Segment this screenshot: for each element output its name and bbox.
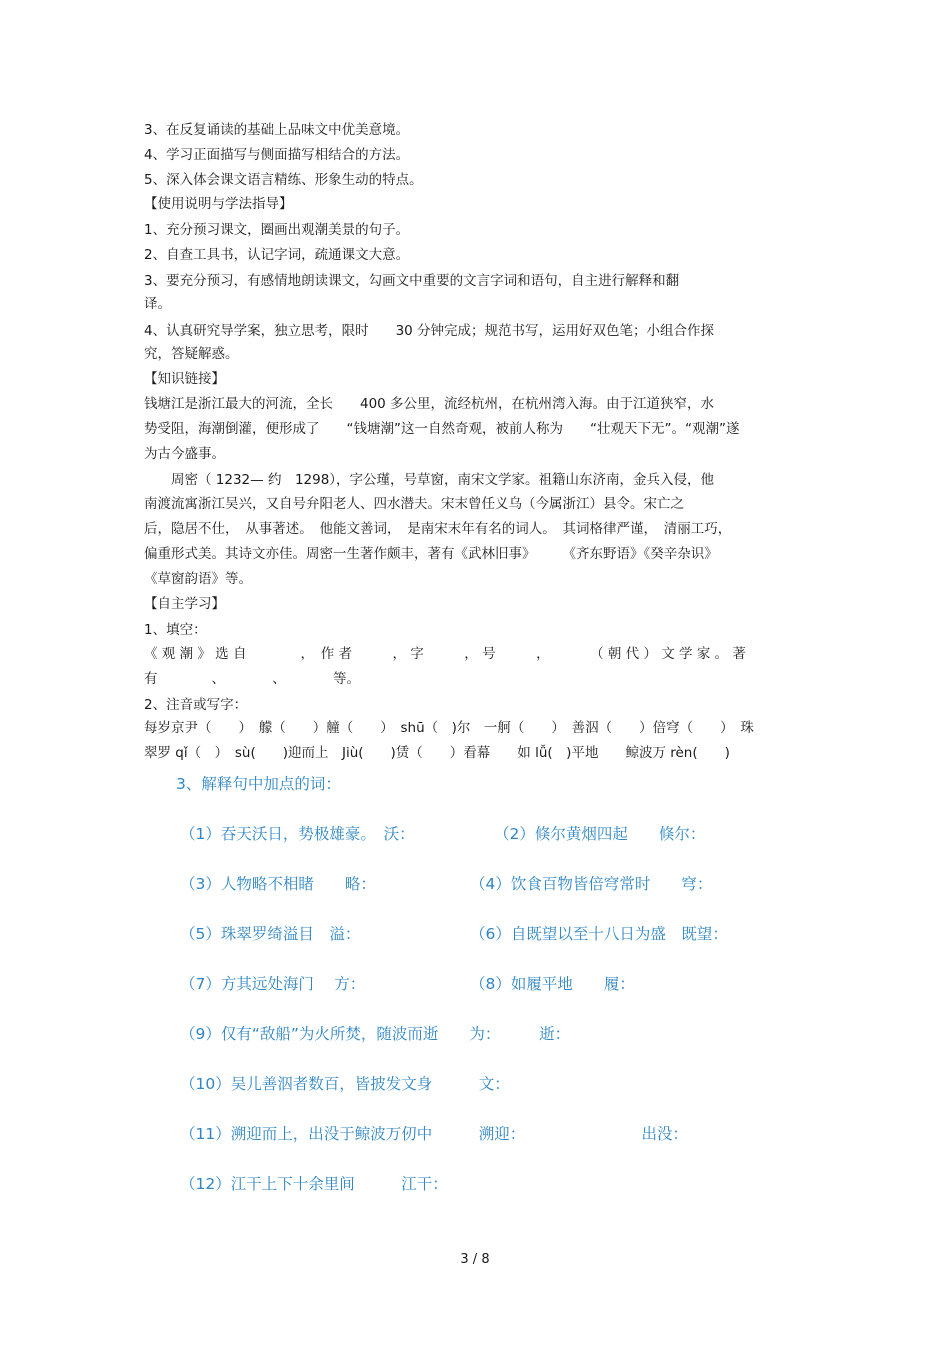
explain-item-1: （1）吞天沃日，势极雄豪。 沃： <box>180 825 415 843</box>
usage-item-2: 2、自查工具书，认记字词，疏通课文大意。 <box>144 247 410 263</box>
explain-item-7: （7）方其远处海门 方： <box>180 975 366 993</box>
fill-blank-line-2: 有 、 、 等。 <box>144 671 360 687</box>
knowledge-para-1-line-3: 为古今盛事。 <box>144 446 225 462</box>
explain-item-6: （6）自既望以至十八日为盛 既望： <box>470 925 728 943</box>
explain-item-3: （3）人物略不相睹 略： <box>180 875 376 893</box>
explain-item-9: （9）仅有“敌船”为火所焚，随波而逝 为： 逝： <box>180 1025 571 1043</box>
usage-item-4: 4、认真研究导学案，独立思考，限时 30 分钟完成；规范书写，运用好双色笔；小组合作探 <box>144 323 715 339</box>
explain-item-12: （12）江干上下十余里间 江干： <box>180 1175 448 1193</box>
usage-item-4-cont: 究，答疑解惑。 <box>144 346 239 362</box>
fill-blank-heading: 1、填空： <box>144 622 207 638</box>
section-heading-usage: 【使用说明与学法指导】 <box>144 196 293 212</box>
pinyin-heading: 2、注音或写字： <box>144 697 248 713</box>
usage-item-3-cont: 译。 <box>144 296 171 312</box>
fill-blank-line-1: 《 观 潮 》 选 自 ， 作 者 ， 字 ， 号 ， （ 朝 代 ） 文 学 家 。 著 <box>144 646 746 662</box>
knowledge-para-2-line-3: 后，隐居不仕， 从事著述。 他能文善词， 是南宋末年有名的词人。 其词格律严谨， 清丽工巧， <box>144 521 732 537</box>
usage-item-3: 3、要充分预习，有感情地朗读课文，勾画文中重要的文言字词和语句，自主进行解释和翻 <box>144 273 680 289</box>
section-heading-knowledge: 【知识链接】 <box>144 371 225 387</box>
section-3-title: 3、解释句中加点的词： <box>176 775 341 793</box>
pinyin-line-1: 每岁京尹（ ） 艨（ ）艟（ ） shū（ )尔 一舸（ ） 善泅（ ）倍穹（ ） 珠 <box>144 720 754 736</box>
section-heading-self-study: 【自主学习】 <box>144 596 225 612</box>
explain-item-4: （4）饮食百物皆倍穹常时 穹： <box>470 875 713 893</box>
knowledge-para-1-line-2: 势受阻，海潮倒灌，便形成了 “钱塘潮”这一自然奇观，被前人称为 “壮观天下无”。“观潮”遂 <box>144 421 740 437</box>
knowledge-para-1-line-1: 钱塘江是浙江最大的河流，全长 400 多公里，流经杭州，在杭州湾入海。由于江道狭窄，水 <box>144 396 715 412</box>
knowledge-para-2-line-1: 周密（ 1232— 约 1298），字公瑾，号草窗，南宋文学家。祖籍山东济南，金兵入侵，他 <box>144 472 715 488</box>
objective-4: 4、学习正面描写与侧面描写相结合的方法。 <box>144 147 410 163</box>
objective-3: 3、在反复诵读的基础上品味文中优美意境。 <box>144 122 410 138</box>
explain-item-11: （11）溯迎而上，出没于鲸波万仞中 溯迎： 出没： <box>180 1125 688 1143</box>
explain-item-2: （2）倏尔黄烟四起 倏尔： <box>494 825 706 843</box>
explain-item-8: （8）如履平地 履： <box>470 975 635 993</box>
knowledge-para-2-line-2: 南渡流寓浙江吴兴，又自号弁阳老人、四水潜夫。宋末曾任义乌（今属浙江）县令。宋亡之 <box>144 496 684 512</box>
objective-5: 5、深入体会课文语言精练、形象生动的特点。 <box>144 172 423 188</box>
knowledge-para-2-line-4: 偏重形式美。其诗文亦佳。周密一生著作颇丰，著有《武林旧事》 《齐东野语》《癸辛杂识》 <box>144 546 718 562</box>
usage-item-1: 1、充分预习课文，圈画出观潮美景的句子。 <box>144 222 410 238</box>
pinyin-line-2: 翠罗 qǐ（ ） sù( )迎而上 Jiù( )赁（ ）看幕 如 lǚ( )平地 鲸波万 rèn( ) <box>144 745 730 761</box>
explain-item-5: （5）珠翠罗绮溢目 溢： <box>180 925 361 943</box>
explain-item-10: （10）吴儿善泅者数百，皆披发文身 文： <box>180 1075 510 1093</box>
page-number: 3 / 8 <box>460 1252 490 1267</box>
knowledge-para-2-line-5: 《草窗韵语》等。 <box>144 571 252 587</box>
